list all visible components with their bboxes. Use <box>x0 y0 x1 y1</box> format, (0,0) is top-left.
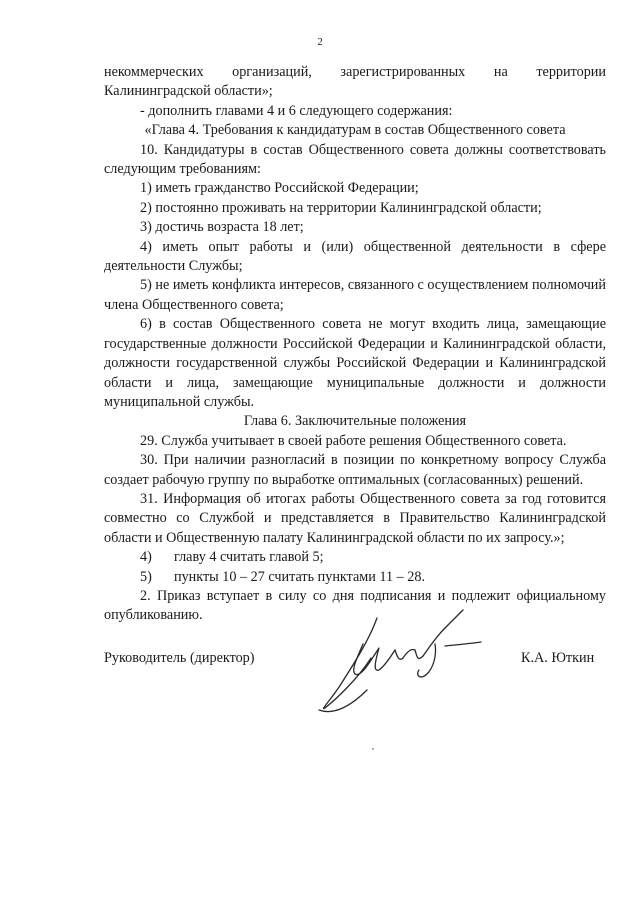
list-item <box>104 548 606 567</box>
paragraph: 29. Служба учитывает в своей работе решения Общественного совета. <box>140 432 567 449</box>
page-number: 2 <box>317 36 323 48</box>
chapter-heading: Глава 6. Заключительные положения <box>243 413 467 430</box>
paragraph: 10. Кандидатуры в состав Общественного совета должны соответствовать следующим требованиям: <box>104 141 606 178</box>
paragraph: 31. Информация об итогах работы Общественного совета за год готовится совместно со Службой и представляется в Правительство Калининградской области и Общественную палату Калининградской области по их запросу.»; <box>104 490 606 546</box>
signatory-name: К.А. Юткин <box>521 650 595 666</box>
paragraph: - дополнить главами 4 и 6 следующего содержания: <box>140 102 453 119</box>
chapter-heading: «Глава 4. Требования к кандидатурам в состав Общественного совета <box>144 122 566 139</box>
document-body <box>104 63 606 626</box>
paragraph: 2) постоянно проживать на территории Калининградской области; <box>140 199 542 216</box>
paragraph: 3) достичь возраста 18 лет; <box>140 219 304 236</box>
signatory-title: Руководитель (директор) <box>104 650 255 666</box>
paragraph: 6) в состав Общественного совета не могут входить лица, замещающие государственные должности Российской Федерации и Калининградской области, должности государственной службы Российской Федерации и Калининградской области и лица, замещающие муниципальные должности и должности муниципальной службы. <box>104 316 606 410</box>
list-item <box>104 568 606 587</box>
scan-speck <box>372 748 374 750</box>
list-marker: 5) <box>140 568 152 585</box>
paragraph: некоммерческих организаций, зарегистрированных на территории Калининградской области»; <box>104 64 606 100</box>
paragraph: 1) иметь гражданство Российской Федерации; <box>140 180 419 197</box>
paragraph: 30. При наличии разногласий в позиции по конкретному вопросу Служба создает рабочую группу по выработке оптимальных (согласованных) решений. <box>104 452 606 488</box>
list-marker: 4) <box>140 549 152 566</box>
list-item-text: главу 4 считать главой 5; <box>174 549 324 566</box>
handwritten-signature <box>305 600 495 720</box>
paragraph: 4) иметь опыт работы и (или) общественной деятельности в сфере деятельности Службы; <box>104 238 606 275</box>
final-clause: 2. Приказ вступает в силу со дня подписания и подлежит официальному опубликованию. <box>104 587 606 624</box>
paragraph: 5) не иметь конфликта интересов, связанного с осуществлением полномочий члена Общественного совета; <box>104 277 606 313</box>
list-item-text: пункты 10 – 27 считать пунктами 11 – 28. <box>174 568 425 585</box>
